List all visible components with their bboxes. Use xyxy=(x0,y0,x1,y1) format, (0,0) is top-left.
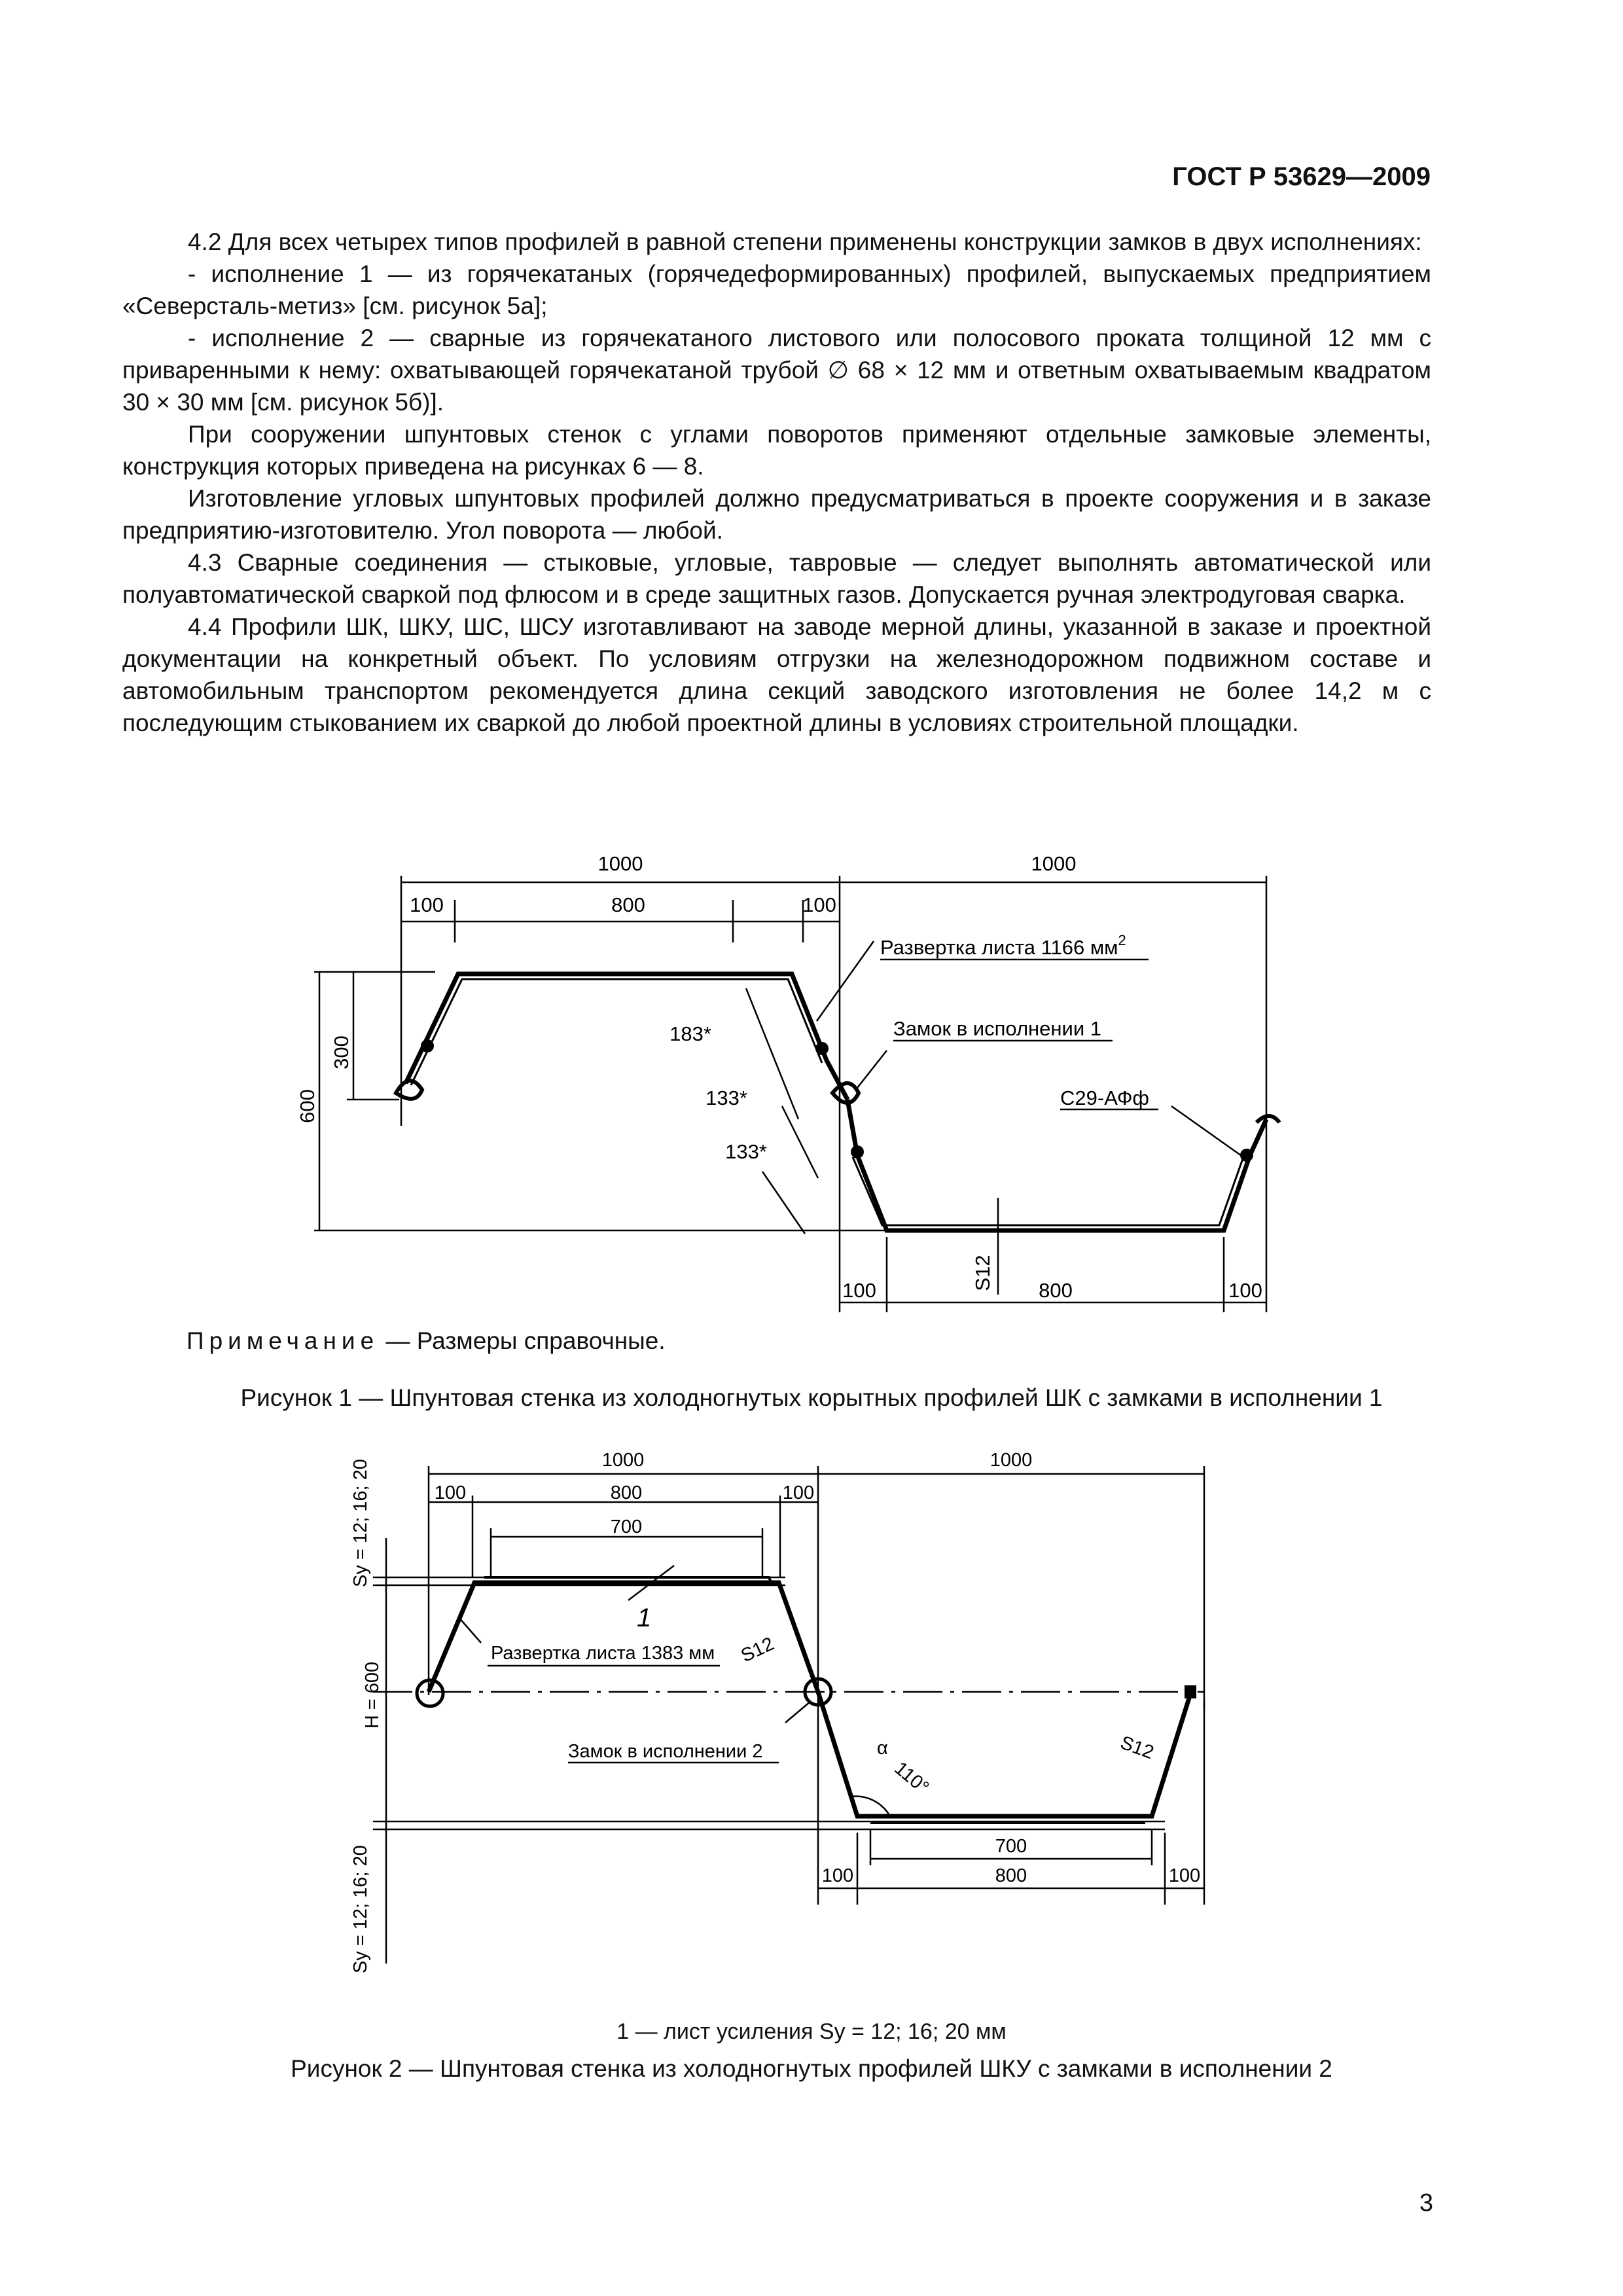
page-number: 3 xyxy=(1419,2189,1433,2217)
dim-1000-left: 1000 xyxy=(597,852,643,875)
dim-800-top: 800 xyxy=(611,893,645,916)
figure-2-legend: 1 — лист усиления Sy = 12; 16; 20 мм xyxy=(616,2019,1007,2044)
dim-100-left: 100 xyxy=(410,893,444,916)
fig2-dim-100-left: 100 xyxy=(434,1482,467,1503)
fig2-dim-100-bottom-right: 100 xyxy=(1168,1865,1201,1886)
figure-2-drawing xyxy=(0,1440,1623,2016)
fig2-dim-800-bottom: 800 xyxy=(995,1865,1027,1886)
dim-100-bottom-left: 100 xyxy=(842,1279,876,1302)
dim-300: 300 xyxy=(330,1035,353,1069)
body-text xyxy=(122,226,1431,739)
figure-1-caption: Рисунок 1 — Шпунтовая стенка из холодногнутых корытных профилей ШК с замками в исполнении 1 xyxy=(240,1384,1383,1411)
fig2-label-razvertka: Развертка листа 1383 мм xyxy=(491,1643,715,1664)
paragraph-4-2: 4.2 Для всех четырех типов профилей в равной степени применены конструкции замков в двух исполнениях: xyxy=(188,228,1422,255)
paragraph-variant-2: - исполнение 2 — сварные из горячекатаного листового или полосового проката толщиной 12 мм с приваренными к нему: охватывающей горячекатаной трубой ∅ 68 × 12 мм и ответным охватываемым квадратом 30 × 30 мм [см. рисунок 5б)]. xyxy=(122,325,1431,416)
paragraph-variant-1: - исполнение 1 — из горячекатаных (горячедеформированных) профилей, выпускаемых предприятием «Северсталь-метиз» [см. рисунок 5а]; xyxy=(122,260,1431,319)
angle-110: 110° xyxy=(890,1757,933,1799)
fig2-dim-800-top: 800 xyxy=(610,1482,643,1503)
item-1-label: 1 xyxy=(637,1604,652,1632)
paragraph-4-3: 4.3 Сварные соединения — стыковые, угловые, тавровые — следует выполнять автоматической или полуавтоматической сваркой под флюсом и в среде защитных газов. Допускается ручная электродуговая сварка. xyxy=(122,549,1431,608)
label-razvertka: Развертка листа 1166 $мм^2$ xyxy=(880,932,1126,959)
fig2-label-zamok-2: Замок в исполнении 2 xyxy=(568,1741,763,1762)
note-text: — Размеры справочные. xyxy=(379,1327,666,1354)
fig2-dim-1000-right: 1000 xyxy=(990,1450,1033,1471)
h-600-label: H = 600 xyxy=(362,1661,383,1729)
sy-top-label: Sy = 12; 16; 20 xyxy=(350,1459,371,1587)
dim-800-bottom: 800 xyxy=(1039,1279,1073,1302)
dim-133-upper: 133* xyxy=(705,1086,747,1109)
paragraph-corner-walls: При сооружении шпунтовых стенок с углами поворотов применяют отдельные замковые элементы, конструкция которых приведена на рисунках 6 — 8. xyxy=(122,421,1431,480)
dim-100-mid: 100 xyxy=(802,893,836,916)
figure-1-note xyxy=(187,1327,666,1355)
fig2-dim-1000-left: 1000 xyxy=(601,1450,645,1471)
label-zamok-1: Замок в исполнении 1 xyxy=(893,1017,1101,1040)
figure-2-caption: Рисунок 2 — Шпунтовая стенка из холодногнутых профилей ШКУ с замками в исполнении 2 xyxy=(291,2055,1332,2082)
fig2-dim-100-mid: 100 xyxy=(782,1482,815,1503)
alpha-symbol: α xyxy=(877,1738,888,1759)
figure-1-drawing xyxy=(0,844,1623,1316)
fig2-dim-700-bottom: 700 xyxy=(995,1836,1027,1857)
paragraph-corner-profiles: Изготовление угловых шпунтовых профилей должно предусматриваться в проекте сооружения и в заказе предприятию-изготовителю. Угол поворота — любой. xyxy=(122,485,1431,544)
dim-133-lower: 133* xyxy=(725,1140,767,1163)
dim-600: 600 xyxy=(296,1089,319,1123)
fig2-s12-left: S12 xyxy=(738,1633,777,1667)
document-code-header: ГОСТ Р 53629—2009 xyxy=(1172,162,1431,191)
fig2-dim-100-bottom-left: 100 xyxy=(821,1865,854,1886)
dim-183: 183* xyxy=(669,1022,711,1045)
paragraph-4-4: 4.4 Профили ШК, ШКУ, ШС, ШСУ изготавливают на заводе мерной длины, указанной в заказе и проектной документации на конкретный объект. По условиям отгрузки на железнодорожном подвижном составе и автомобильным транспортом рекомендуется длина секций заводского изготовления не более 14,2 м с последующим стыкованием их сваркой до любой проектной длины в условиях строительной площадки. xyxy=(122,613,1431,736)
dim-100-bottom-right: 100 xyxy=(1228,1279,1262,1302)
dim-1000-right: 1000 xyxy=(1031,852,1077,875)
sy-bottom-label: Sy = 12; 16; 20 xyxy=(350,1845,371,1973)
fig2-dim-700-top: 700 xyxy=(610,1516,643,1537)
dim-s12: S12 xyxy=(971,1255,994,1291)
label-c29: С29-АФф xyxy=(1060,1086,1149,1109)
note-label: Примечание xyxy=(187,1327,380,1354)
fig2-s12-right: S12 xyxy=(1117,1732,1157,1764)
